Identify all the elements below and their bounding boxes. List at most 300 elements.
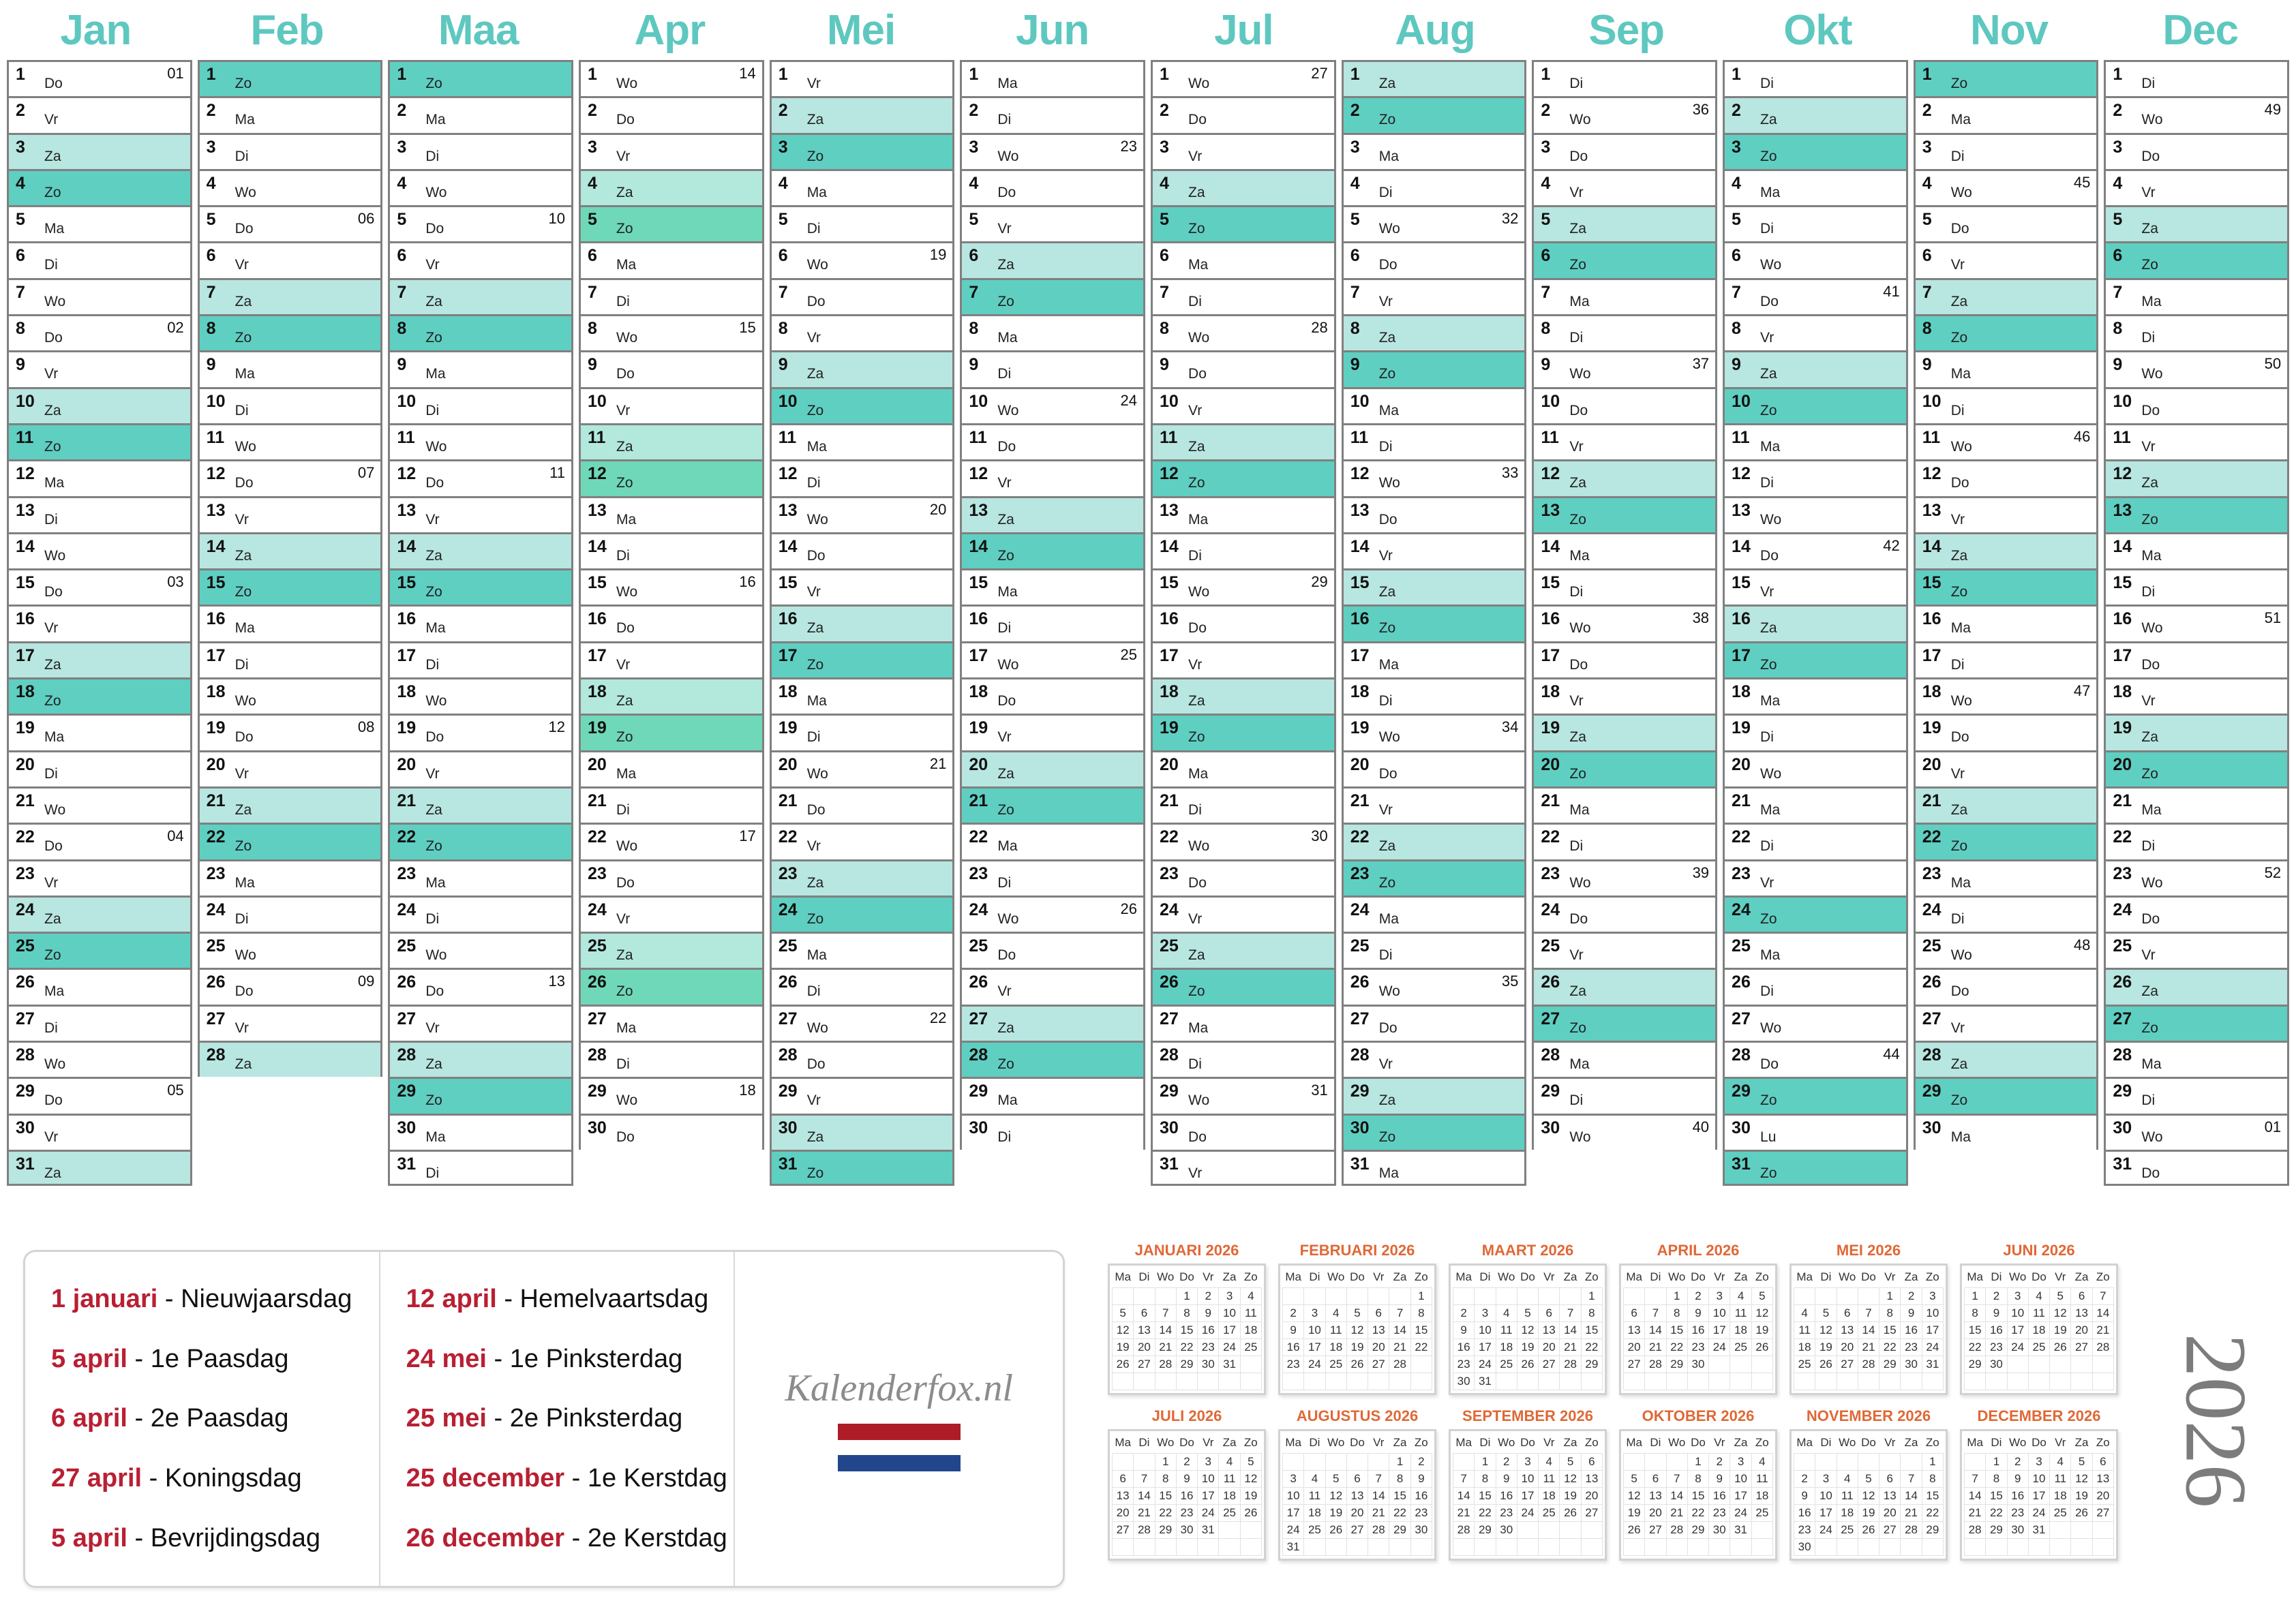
day-cell[interactable] xyxy=(2104,532,2289,568)
mini-day-cell[interactable]: 19 xyxy=(1346,1339,1368,1356)
mini-day-cell[interactable]: 21 xyxy=(1645,1339,1666,1356)
mini-day-cell[interactable]: 22 xyxy=(1879,1339,1901,1356)
day-cell[interactable] xyxy=(198,714,383,750)
day-cell[interactable] xyxy=(388,314,573,350)
mini-day-cell[interactable]: 28 xyxy=(1368,1522,1389,1539)
day-cell[interactable] xyxy=(7,133,192,169)
mini-day-cell[interactable]: 11 xyxy=(1837,1488,1858,1505)
mini-day-cell[interactable]: 9 xyxy=(1901,1305,1922,1322)
day-cell[interactable] xyxy=(2104,932,2289,968)
mini-day-cell[interactable]: 28 xyxy=(1965,1522,1986,1539)
mini-day-cell[interactable]: 9 xyxy=(1687,1305,1708,1322)
mini-day-cell[interactable]: 24 xyxy=(1517,1505,1538,1522)
day-cell[interactable] xyxy=(579,677,764,714)
day-cell[interactable] xyxy=(198,350,383,386)
day-cell[interactable] xyxy=(1532,677,1717,714)
day-cell[interactable] xyxy=(1342,387,1527,423)
mini-day-cell[interactable]: 3 xyxy=(1219,1288,1240,1305)
mini-day-cell[interactable]: 11 xyxy=(1539,1471,1560,1488)
mini-day-cell[interactable]: 28 xyxy=(1858,1356,1879,1373)
day-cell[interactable] xyxy=(198,896,383,932)
day-cell[interactable] xyxy=(960,1005,1145,1041)
mini-day-cell[interactable]: 31 xyxy=(1475,1373,1496,1390)
mini-day-cell[interactable]: 13 xyxy=(1837,1322,1858,1339)
mini-day-cell[interactable]: 4 xyxy=(1304,1471,1325,1488)
day-cell[interactable] xyxy=(7,641,192,677)
day-cell[interactable] xyxy=(2104,714,2289,750)
mini-day-cell[interactable]: 11 xyxy=(1730,1305,1751,1322)
mini-day-cell[interactable]: 25 xyxy=(1325,1356,1346,1373)
day-cell[interactable] xyxy=(1532,387,1717,423)
mini-day-cell[interactable]: 29 xyxy=(1581,1356,1602,1373)
day-cell[interactable] xyxy=(388,60,573,96)
day-cell[interactable] xyxy=(1342,133,1527,169)
day-cell[interactable] xyxy=(2104,278,2289,314)
day-cell[interactable] xyxy=(960,786,1145,823)
mini-day-cell[interactable]: 29 xyxy=(1389,1522,1410,1539)
day-cell[interactable] xyxy=(1914,605,2099,641)
day-cell[interactable] xyxy=(2104,605,2289,641)
mini-day-cell[interactable]: 19 xyxy=(1113,1339,1134,1356)
mini-day-cell[interactable]: 30 xyxy=(2007,1522,2028,1539)
mini-day-cell[interactable]: 1 xyxy=(1581,1288,1602,1305)
mini-day-cell[interactable]: 11 xyxy=(1325,1322,1346,1339)
day-cell[interactable] xyxy=(1723,278,1908,314)
mini-day-cell[interactable]: 24 xyxy=(2028,1505,2049,1522)
day-cell[interactable] xyxy=(2104,641,2289,677)
day-cell[interactable] xyxy=(579,823,764,859)
day-cell[interactable] xyxy=(7,823,192,859)
day-cell[interactable] xyxy=(1532,714,1717,750)
mini-day-cell[interactable]: 21 xyxy=(1368,1505,1389,1522)
mini-day-cell[interactable]: 21 xyxy=(1858,1339,1879,1356)
day-cell[interactable] xyxy=(770,859,955,896)
mini-day-cell[interactable]: 1 xyxy=(1410,1288,1432,1305)
mini-day-cell[interactable]: 27 xyxy=(1539,1356,1560,1373)
day-cell[interactable] xyxy=(1914,241,2099,277)
day-cell[interactable] xyxy=(1914,677,2099,714)
mini-day-cell[interactable]: 12 xyxy=(1858,1488,1879,1505)
mini-day-cell[interactable]: 17 xyxy=(1304,1339,1325,1356)
day-cell[interactable] xyxy=(1723,1114,1908,1150)
day-cell[interactable] xyxy=(1723,823,1908,859)
mini-day-cell[interactable]: 24 xyxy=(2007,1339,2028,1356)
mini-day-cell[interactable]: 27 xyxy=(1624,1356,1645,1373)
mini-day-cell[interactable]: 9 xyxy=(1986,1305,2007,1322)
day-cell[interactable] xyxy=(1151,932,1336,968)
day-cell[interactable] xyxy=(579,169,764,205)
mini-day-cell[interactable]: 24 xyxy=(1304,1356,1325,1373)
day-cell[interactable] xyxy=(1914,1041,2099,1077)
mini-day-cell[interactable]: 26 xyxy=(2071,1505,2092,1522)
day-cell[interactable] xyxy=(1342,278,1527,314)
day-cell[interactable] xyxy=(2104,423,2289,459)
mini-day-cell[interactable]: 2 xyxy=(1283,1305,1304,1322)
mini-day-cell[interactable]: 9 xyxy=(1453,1322,1475,1339)
mini-day-cell[interactable]: 16 xyxy=(2007,1488,2028,1505)
day-cell[interactable] xyxy=(1151,1005,1336,1041)
mini-day-cell[interactable]: 15 xyxy=(1986,1488,2007,1505)
mini-day-cell[interactable]: 31 xyxy=(1730,1522,1751,1539)
day-cell[interactable] xyxy=(7,387,192,423)
mini-day-cell[interactable]: 2 xyxy=(1410,1454,1432,1471)
day-cell[interactable] xyxy=(1151,1041,1336,1077)
mini-day-cell[interactable]: 6 xyxy=(1645,1471,1666,1488)
day-cell[interactable] xyxy=(2104,60,2289,96)
day-cell[interactable] xyxy=(1342,60,1527,96)
day-cell[interactable] xyxy=(198,314,383,350)
mini-day-cell[interactable]: 17 xyxy=(1475,1339,1496,1356)
mini-day-cell[interactable]: 14 xyxy=(1858,1322,1879,1339)
day-cell[interactable] xyxy=(770,278,955,314)
day-cell[interactable] xyxy=(7,169,192,205)
mini-day-cell[interactable]: 5 xyxy=(2071,1454,2092,1471)
mini-day-cell[interactable]: 20 xyxy=(2092,1488,2113,1505)
mini-day-cell[interactable]: 7 xyxy=(1666,1471,1687,1488)
day-cell[interactable] xyxy=(1151,750,1336,786)
day-cell[interactable] xyxy=(579,205,764,241)
day-cell[interactable] xyxy=(2104,896,2289,932)
mini-day-cell[interactable]: 18 xyxy=(1539,1488,1560,1505)
day-cell[interactable] xyxy=(770,205,955,241)
mini-day-cell[interactable]: 12 xyxy=(1751,1305,1772,1322)
mini-day-cell[interactable]: 14 xyxy=(1901,1488,1922,1505)
mini-day-cell[interactable]: 25 xyxy=(1751,1505,1772,1522)
day-cell[interactable] xyxy=(1532,350,1717,386)
day-cell[interactable] xyxy=(7,568,192,605)
day-cell[interactable] xyxy=(1723,96,1908,132)
day-cell[interactable] xyxy=(198,205,383,241)
mini-day-cell[interactable]: 11 xyxy=(1751,1471,1772,1488)
mini-day-cell[interactable]: 2 xyxy=(1986,1288,2007,1305)
day-cell[interactable] xyxy=(1342,714,1527,750)
day-cell[interactable] xyxy=(198,459,383,495)
day-cell[interactable] xyxy=(1723,314,1908,350)
day-cell[interactable] xyxy=(7,677,192,714)
mini-day-cell[interactable]: 6 xyxy=(1624,1305,1645,1322)
mini-day-cell[interactable]: 31 xyxy=(1198,1522,1219,1539)
mini-day-cell[interactable]: 22 xyxy=(1965,1339,1986,1356)
mini-day-cell[interactable]: 26 xyxy=(1858,1522,1879,1539)
mini-day-cell[interactable]: 29 xyxy=(1176,1356,1197,1373)
day-cell[interactable] xyxy=(1342,1041,1527,1077)
day-cell[interactable] xyxy=(7,932,192,968)
day-cell[interactable] xyxy=(579,350,764,386)
day-cell[interactable] xyxy=(1914,314,2099,350)
mini-day-cell[interactable]: 28 xyxy=(2092,1339,2113,1356)
day-cell[interactable] xyxy=(1532,932,1717,968)
mini-day-cell[interactable]: 2 xyxy=(1709,1454,1730,1471)
mini-day-cell[interactable]: 19 xyxy=(1624,1505,1645,1522)
day-cell[interactable] xyxy=(1914,532,2099,568)
day-cell[interactable] xyxy=(1342,896,1527,932)
mini-day-cell[interactable]: 22 xyxy=(1666,1339,1687,1356)
mini-day-cell[interactable]: 20 xyxy=(1879,1505,1901,1522)
day-cell[interactable] xyxy=(579,605,764,641)
day-cell[interactable] xyxy=(1342,786,1527,823)
day-cell[interactable] xyxy=(1532,314,1717,350)
day-cell[interactable] xyxy=(388,932,573,968)
mini-day-cell[interactable]: 11 xyxy=(1219,1471,1240,1488)
mini-day-cell[interactable]: 9 xyxy=(2007,1471,2028,1488)
day-cell[interactable] xyxy=(1532,60,1717,96)
mini-day-cell[interactable]: 17 xyxy=(1815,1505,1837,1522)
day-cell[interactable] xyxy=(770,96,955,132)
mini-day-cell[interactable]: 30 xyxy=(1687,1356,1708,1373)
day-cell[interactable] xyxy=(1532,786,1717,823)
mini-day-cell[interactable]: 2 xyxy=(1901,1288,1922,1305)
day-cell[interactable] xyxy=(388,532,573,568)
mini-day-cell[interactable]: 13 xyxy=(2092,1471,2113,1488)
day-cell[interactable] xyxy=(770,786,955,823)
day-cell[interactable] xyxy=(1151,314,1336,350)
mini-day-cell[interactable]: 26 xyxy=(1113,1356,1134,1373)
day-cell[interactable] xyxy=(1914,278,2099,314)
day-cell[interactable] xyxy=(770,968,955,1004)
mini-day-cell[interactable]: 6 xyxy=(2092,1454,2113,1471)
day-cell[interactable] xyxy=(960,568,1145,605)
mini-day-cell[interactable]: 26 xyxy=(1624,1522,1645,1539)
day-cell[interactable] xyxy=(1723,896,1908,932)
mini-day-cell[interactable]: 11 xyxy=(1304,1488,1325,1505)
day-cell[interactable] xyxy=(2104,133,2289,169)
day-cell[interactable] xyxy=(2104,387,2289,423)
day-cell[interactable] xyxy=(388,1077,573,1113)
day-cell[interactable] xyxy=(960,96,1145,132)
day-cell[interactable] xyxy=(7,423,192,459)
day-cell[interactable] xyxy=(1914,387,2099,423)
day-cell[interactable] xyxy=(388,677,573,714)
mini-day-cell[interactable]: 10 xyxy=(1219,1305,1240,1322)
day-cell[interactable] xyxy=(198,60,383,96)
mini-day-cell[interactable]: 14 xyxy=(2092,1305,2113,1322)
mini-day-cell[interactable]: 7 xyxy=(1389,1305,1410,1322)
mini-day-cell[interactable]: 23 xyxy=(1709,1505,1730,1522)
day-cell[interactable] xyxy=(1151,350,1336,386)
day-cell[interactable] xyxy=(1914,1077,2099,1113)
mini-day-cell[interactable]: 27 xyxy=(1645,1522,1666,1539)
day-cell[interactable] xyxy=(1532,605,1717,641)
day-cell[interactable] xyxy=(388,1005,573,1041)
day-cell[interactable] xyxy=(1532,750,1717,786)
day-cell[interactable] xyxy=(1723,459,1908,495)
day-cell[interactable] xyxy=(7,241,192,277)
mini-day-cell[interactable]: 13 xyxy=(1581,1471,1602,1488)
day-cell[interactable] xyxy=(1723,1005,1908,1041)
day-cell[interactable] xyxy=(579,133,764,169)
day-cell[interactable] xyxy=(1151,532,1336,568)
day-cell[interactable] xyxy=(388,278,573,314)
day-cell[interactable] xyxy=(1723,641,1908,677)
mini-day-cell[interactable]: 7 xyxy=(2092,1288,2113,1305)
mini-day-cell[interactable]: 26 xyxy=(1815,1356,1837,1373)
day-cell[interactable] xyxy=(960,932,1145,968)
mini-day-cell[interactable]: 24 xyxy=(1475,1356,1496,1373)
mini-day-cell[interactable]: 9 xyxy=(1410,1471,1432,1488)
day-cell[interactable] xyxy=(198,133,383,169)
day-cell[interactable] xyxy=(388,859,573,896)
day-cell[interactable] xyxy=(1151,896,1336,932)
mini-day-cell[interactable]: 5 xyxy=(1624,1471,1645,1488)
mini-day-cell[interactable]: 1 xyxy=(1176,1288,1197,1305)
mini-day-cell[interactable]: 23 xyxy=(1198,1339,1219,1356)
day-cell[interactable] xyxy=(960,60,1145,96)
day-cell[interactable] xyxy=(7,60,192,96)
mini-day-cell[interactable]: 21 xyxy=(1965,1505,1986,1522)
day-cell[interactable] xyxy=(1914,932,2099,968)
day-cell[interactable] xyxy=(2104,459,2289,495)
mini-day-cell[interactable]: 22 xyxy=(1475,1505,1496,1522)
day-cell[interactable] xyxy=(960,714,1145,750)
day-cell[interactable] xyxy=(1914,169,2099,205)
mini-day-cell[interactable]: 23 xyxy=(1410,1505,1432,1522)
day-cell[interactable] xyxy=(1532,278,1717,314)
mini-day-cell[interactable]: 25 xyxy=(1837,1522,1858,1539)
mini-day-cell[interactable]: 23 xyxy=(1453,1356,1475,1373)
day-cell[interactable] xyxy=(1914,750,2099,786)
day-cell[interactable] xyxy=(198,605,383,641)
mini-day-cell[interactable]: 5 xyxy=(1346,1305,1368,1322)
mini-day-cell[interactable]: 12 xyxy=(1113,1322,1134,1339)
day-cell[interactable] xyxy=(579,423,764,459)
mini-day-cell[interactable]: 14 xyxy=(1368,1488,1389,1505)
mini-day-cell[interactable]: 8 xyxy=(1475,1471,1496,1488)
day-cell[interactable] xyxy=(2104,677,2289,714)
day-cell[interactable] xyxy=(7,896,192,932)
mini-day-cell[interactable]: 3 xyxy=(1283,1471,1304,1488)
mini-day-cell[interactable]: 19 xyxy=(1325,1505,1346,1522)
day-cell[interactable] xyxy=(388,786,573,823)
mini-day-cell[interactable]: 30 xyxy=(1986,1356,2007,1373)
mini-day-cell[interactable]: 15 xyxy=(1475,1488,1496,1505)
mini-day-cell[interactable]: 3 xyxy=(1304,1305,1325,1322)
mini-day-cell[interactable]: 26 xyxy=(1560,1505,1581,1522)
day-cell[interactable] xyxy=(1151,423,1336,459)
day-cell[interactable] xyxy=(2104,968,2289,1004)
mini-day-cell[interactable]: 9 xyxy=(1709,1471,1730,1488)
day-cell[interactable] xyxy=(1342,568,1527,605)
mini-day-cell[interactable]: 13 xyxy=(2071,1305,2092,1322)
mini-day-cell[interactable]: 15 xyxy=(1176,1322,1197,1339)
mini-day-cell[interactable]: 8 xyxy=(1687,1471,1708,1488)
mini-day-cell[interactable]: 2 xyxy=(2007,1454,2028,1471)
day-cell[interactable] xyxy=(2104,96,2289,132)
day-cell[interactable] xyxy=(7,205,192,241)
day-cell[interactable] xyxy=(1914,859,2099,896)
mini-day-cell[interactable]: 27 xyxy=(1581,1505,1602,1522)
mini-day-cell[interactable]: 21 xyxy=(1134,1505,1155,1522)
mini-day-cell[interactable]: 28 xyxy=(1389,1356,1410,1373)
day-cell[interactable] xyxy=(388,823,573,859)
mini-day-cell[interactable]: 19 xyxy=(1815,1339,1837,1356)
mini-day-cell[interactable]: 27 xyxy=(1837,1356,1858,1373)
mini-day-cell[interactable]: 30 xyxy=(1198,1356,1219,1373)
mini-day-cell[interactable]: 3 xyxy=(1815,1471,1837,1488)
mini-day-cell[interactable]: 18 xyxy=(1304,1505,1325,1522)
day-cell[interactable] xyxy=(1723,350,1908,386)
mini-day-cell[interactable]: 20 xyxy=(1134,1339,1155,1356)
day-cell[interactable] xyxy=(198,677,383,714)
day-cell[interactable] xyxy=(2104,1150,2289,1186)
day-cell[interactable] xyxy=(1151,605,1336,641)
day-cell[interactable] xyxy=(770,387,955,423)
day-cell[interactable] xyxy=(770,1005,955,1041)
mini-day-cell[interactable]: 13 xyxy=(1879,1488,1901,1505)
day-cell[interactable] xyxy=(2104,1005,2289,1041)
day-cell[interactable] xyxy=(1342,1077,1527,1113)
mini-day-cell[interactable]: 23 xyxy=(1176,1505,1197,1522)
mini-day-cell[interactable]: 16 xyxy=(1198,1322,1219,1339)
mini-day-cell[interactable]: 24 xyxy=(1709,1339,1730,1356)
mini-day-cell[interactable]: 16 xyxy=(1453,1339,1475,1356)
mini-day-cell[interactable]: 8 xyxy=(1666,1305,1687,1322)
mini-day-cell[interactable]: 24 xyxy=(1219,1339,1240,1356)
mini-day-cell[interactable]: 12 xyxy=(1624,1488,1645,1505)
mini-day-cell[interactable]: 4 xyxy=(1730,1288,1751,1305)
day-cell[interactable] xyxy=(1151,241,1336,277)
mini-day-cell[interactable]: 4 xyxy=(1240,1288,1261,1305)
mini-day-cell[interactable]: 20 xyxy=(1113,1505,1134,1522)
day-cell[interactable] xyxy=(1723,387,1908,423)
day-cell[interactable] xyxy=(1342,1150,1527,1186)
day-cell[interactable] xyxy=(198,968,383,1004)
mini-day-cell[interactable]: 3 xyxy=(2007,1288,2028,1305)
mini-day-cell[interactable]: 30 xyxy=(1709,1522,1730,1539)
day-cell[interactable] xyxy=(1532,968,1717,1004)
day-cell[interactable] xyxy=(1532,1114,1717,1150)
day-cell[interactable] xyxy=(1723,568,1908,605)
day-cell[interactable] xyxy=(960,350,1145,386)
mini-day-cell[interactable]: 23 xyxy=(1901,1339,1922,1356)
mini-day-cell[interactable]: 7 xyxy=(1901,1471,1922,1488)
mini-day-cell[interactable]: 29 xyxy=(1986,1522,2007,1539)
day-cell[interactable] xyxy=(388,1114,573,1150)
mini-day-cell[interactable]: 6 xyxy=(1581,1454,1602,1471)
mini-day-cell[interactable]: 12 xyxy=(1325,1488,1346,1505)
mini-day-cell[interactable]: 20 xyxy=(1346,1505,1368,1522)
day-cell[interactable] xyxy=(2104,1041,2289,1077)
day-cell[interactable] xyxy=(770,496,955,532)
mini-day-cell[interactable]: 18 xyxy=(2028,1322,2049,1339)
mini-day-cell[interactable]: 20 xyxy=(1624,1339,1645,1356)
mini-day-cell[interactable]: 26 xyxy=(1751,1339,1772,1356)
day-cell[interactable] xyxy=(1532,532,1717,568)
day-cell[interactable] xyxy=(960,605,1145,641)
mini-day-cell[interactable]: 14 xyxy=(1965,1488,1986,1505)
day-cell[interactable] xyxy=(1914,823,2099,859)
day-cell[interactable] xyxy=(579,387,764,423)
mini-day-cell[interactable]: 14 xyxy=(1389,1322,1410,1339)
day-cell[interactable] xyxy=(960,387,1145,423)
mini-day-cell[interactable]: 2 xyxy=(1794,1471,1815,1488)
day-cell[interactable] xyxy=(579,896,764,932)
mini-day-cell[interactable]: 22 xyxy=(1389,1505,1410,1522)
day-cell[interactable] xyxy=(960,241,1145,277)
mini-day-cell[interactable]: 8 xyxy=(1389,1471,1410,1488)
day-cell[interactable] xyxy=(1342,205,1527,241)
mini-day-cell[interactable]: 1 xyxy=(1475,1454,1496,1471)
day-cell[interactable] xyxy=(2104,750,2289,786)
mini-day-cell[interactable]: 16 xyxy=(1986,1322,2007,1339)
mini-day-cell[interactable]: 27 xyxy=(2071,1339,2092,1356)
day-cell[interactable] xyxy=(960,133,1145,169)
mini-day-cell[interactable]: 21 xyxy=(1560,1339,1581,1356)
mini-day-cell[interactable]: 7 xyxy=(1453,1471,1475,1488)
day-cell[interactable] xyxy=(1151,459,1336,495)
mini-day-cell[interactable]: 13 xyxy=(1368,1322,1389,1339)
mini-day-cell[interactable]: 2 xyxy=(1496,1454,1517,1471)
mini-day-cell[interactable]: 8 xyxy=(1879,1305,1901,1322)
